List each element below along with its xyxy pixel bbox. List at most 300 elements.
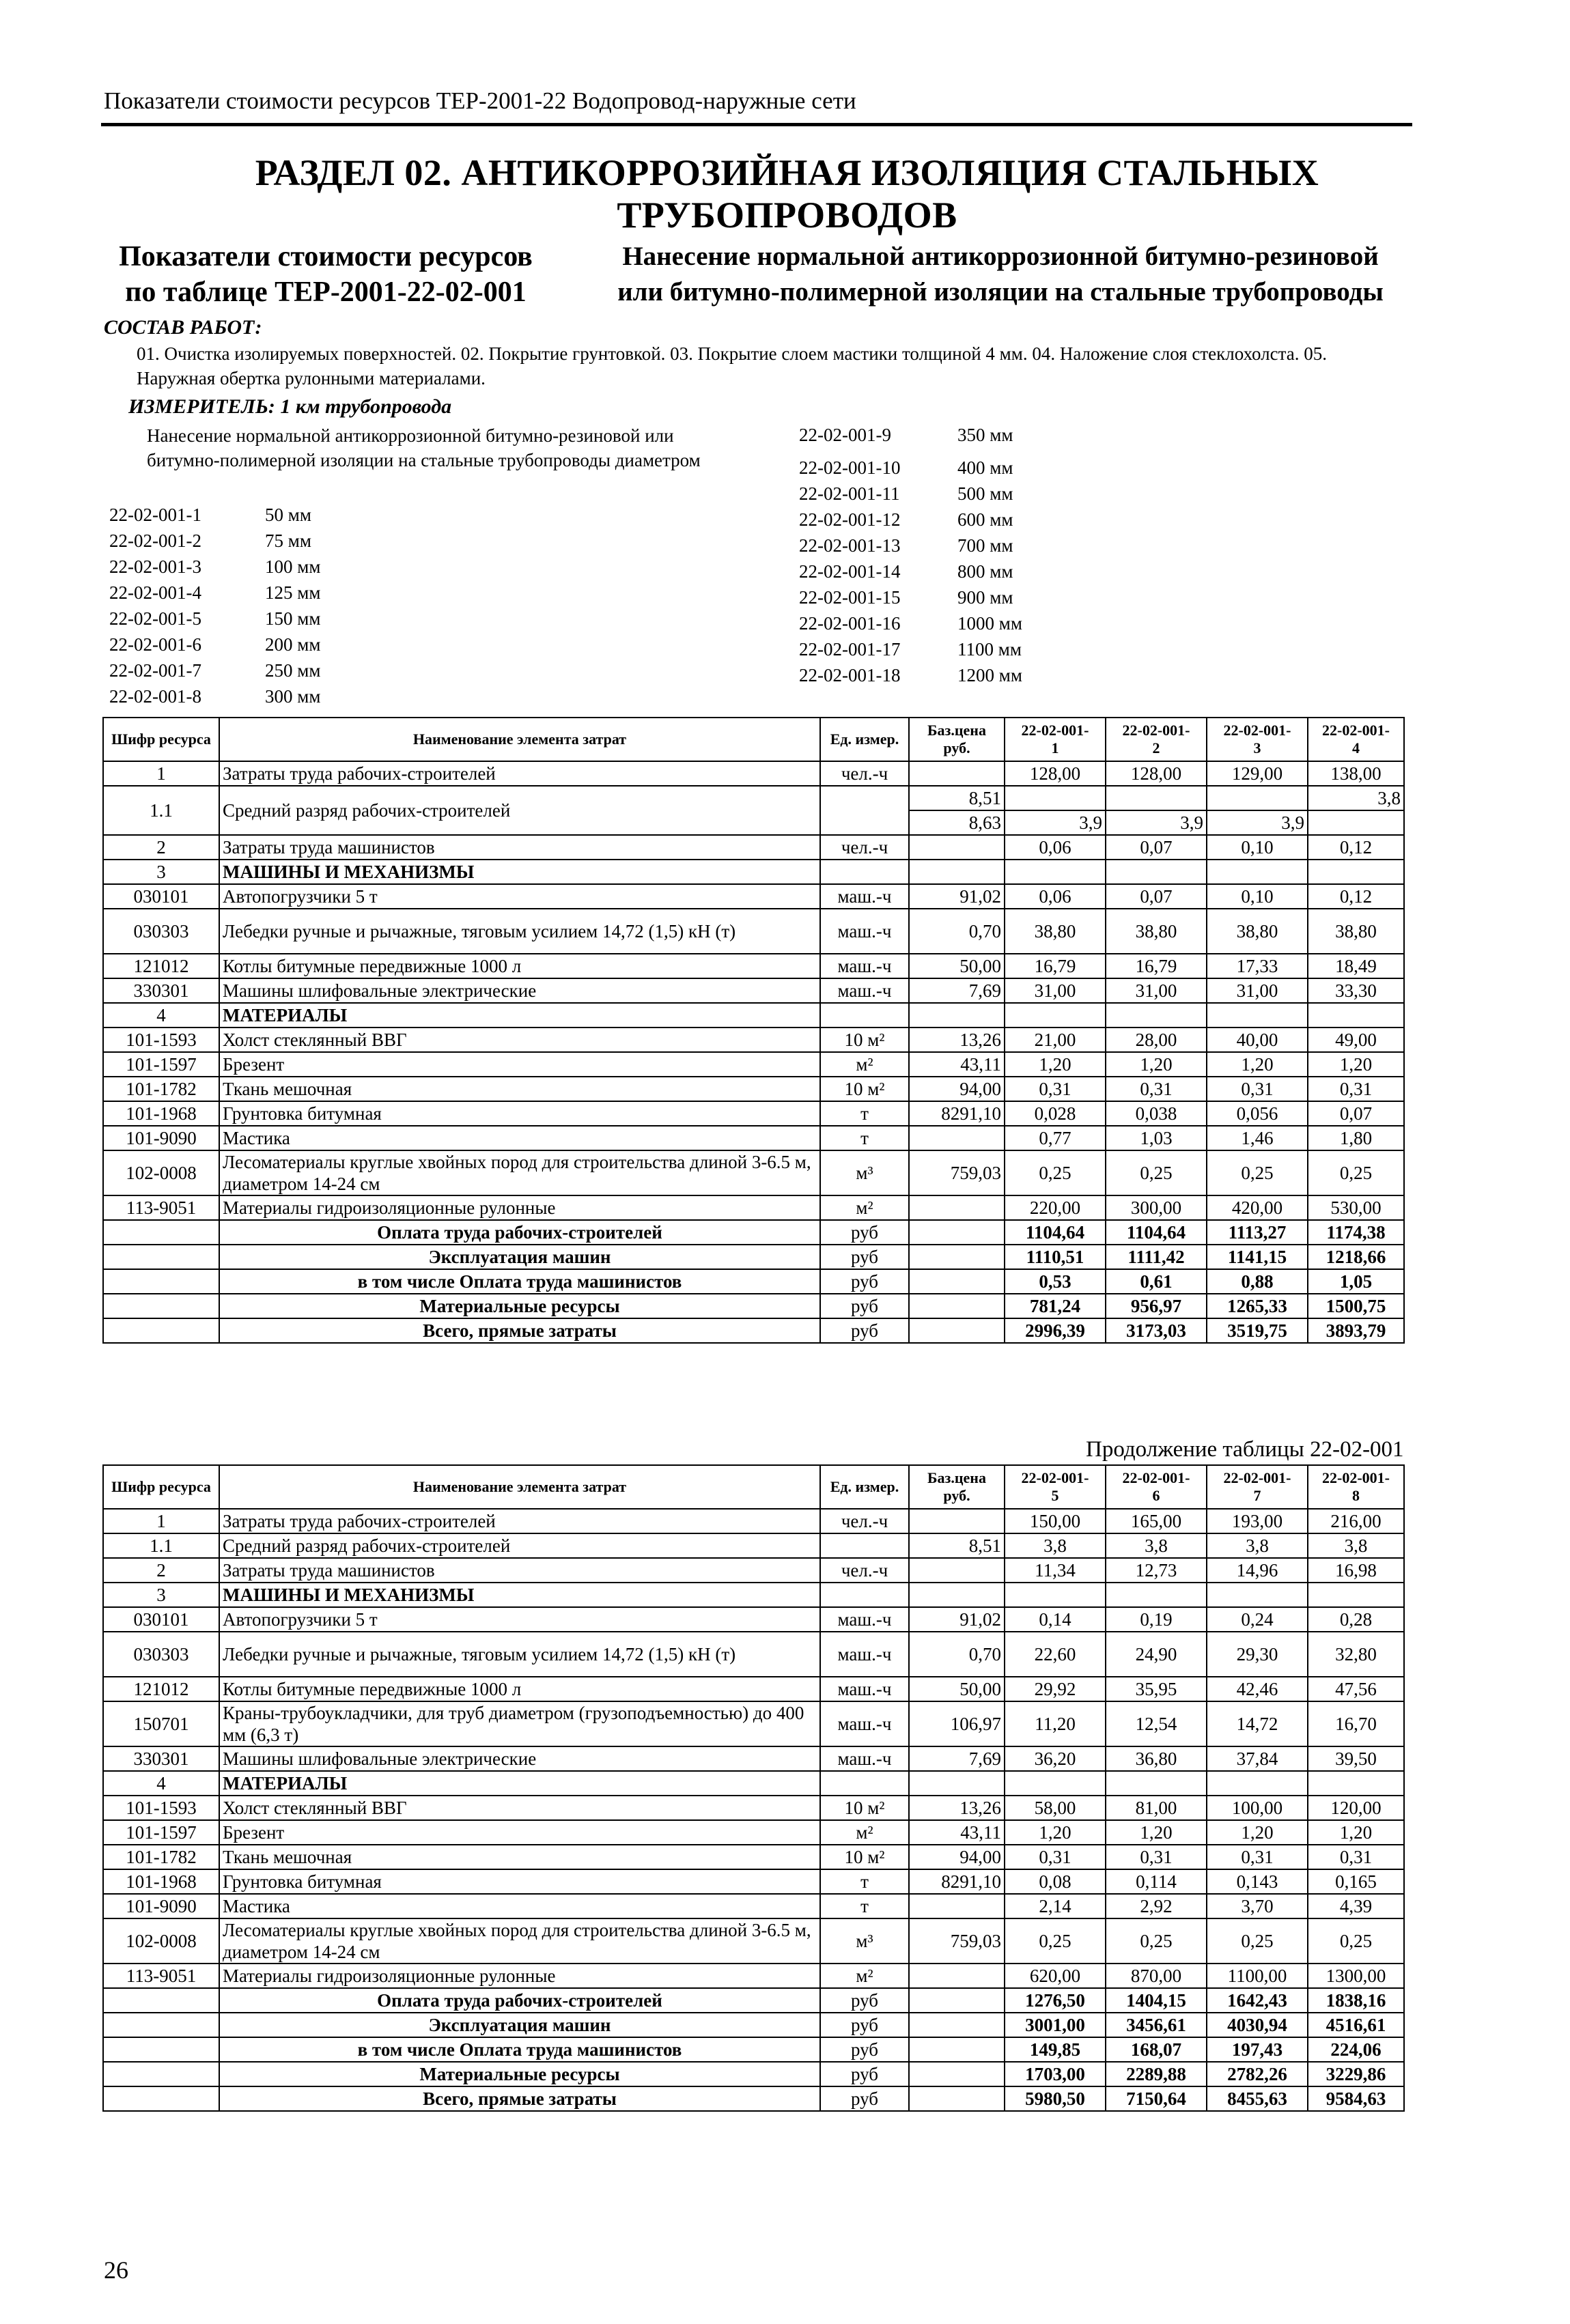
- norm-value: 0,08: [1005, 1869, 1106, 1894]
- base-price: 8,51: [909, 1533, 1005, 1558]
- empty-cell: [1106, 1583, 1207, 1607]
- table-reference-line1: Показатели стоимости ресурсов: [119, 241, 533, 272]
- resource-name: Материалы гидроизоляционные рулонные: [219, 1195, 820, 1220]
- empty-cell: [909, 1220, 1005, 1245]
- table-row: [103, 1677, 1404, 1701]
- size-code: 22-02-001-4: [109, 582, 201, 603]
- size-value: 125 мм: [265, 582, 321, 603]
- norm-value: 0,25: [1207, 1150, 1308, 1195]
- empty-cell: [1308, 1771, 1404, 1796]
- norm-value: 870,00: [1106, 1964, 1207, 1988]
- table-row: [103, 1918, 1404, 1964]
- total-value: 1104,64: [1106, 1220, 1207, 1245]
- norm-value: 40,00: [1207, 1028, 1308, 1052]
- resource-unit: м²: [820, 1964, 909, 1988]
- total-value: 9584,63: [1308, 2086, 1404, 2111]
- norm-column-header: [1207, 718, 1308, 761]
- resource-code: 1: [103, 1509, 219, 1533]
- resource-unit: маш.-ч: [820, 1607, 909, 1632]
- total-value: 3519,75: [1207, 1318, 1308, 1343]
- empty-cell: [909, 2013, 1005, 2037]
- table-row: [103, 1632, 1404, 1677]
- norm-column-header: [1106, 1465, 1207, 1509]
- code-header: Шифр ресурса: [103, 718, 219, 761]
- norm-value: 37,84: [1207, 1746, 1308, 1771]
- norm-value: 0,31: [1005, 1077, 1106, 1101]
- norm-value: 38,80: [1308, 909, 1404, 954]
- resource-unit: 10 м²: [820, 1845, 909, 1869]
- resource-code: 101-1597: [103, 1820, 219, 1845]
- section-row: [103, 1771, 1404, 1796]
- norm-value: 0,25: [1106, 1918, 1207, 1964]
- total-name: Всего, прямые затраты: [219, 2086, 820, 2111]
- section-title: [109, 152, 1465, 236]
- empty-cell: [1106, 860, 1207, 884]
- resource-code: 4: [103, 1003, 219, 1028]
- total-name: в том числе Оплата труда машинистов: [219, 1269, 820, 1294]
- resource-code: 3: [103, 1583, 219, 1607]
- total-value: 1113,27: [1207, 1220, 1308, 1245]
- size-item: [109, 657, 367, 683]
- norm-value: 0,28: [1308, 1607, 1404, 1632]
- total-value: 1276,50: [1005, 1988, 1106, 2013]
- norm-value: 0,114: [1106, 1869, 1207, 1894]
- norm-value: 0,31: [1207, 1077, 1308, 1101]
- size-value: 1200 мм: [957, 665, 1022, 685]
- norm-value: 0,25: [1308, 1918, 1404, 1964]
- norm-value: 18,49: [1308, 954, 1404, 978]
- size-code: 22-02-001-3: [109, 556, 201, 577]
- section-row: [103, 1003, 1404, 1028]
- norm-value: 39,50: [1308, 1746, 1404, 1771]
- resource-unit: т: [820, 1894, 909, 1918]
- empty-cell: [1106, 1771, 1207, 1796]
- resource-table-1: [102, 717, 1405, 1344]
- total-unit: руб: [820, 2086, 909, 2111]
- total-name: в том числе Оплата труда машинистов: [219, 2037, 820, 2062]
- empty-cell: [909, 1269, 1005, 1294]
- table-row: [103, 1964, 1404, 1988]
- measure-label: ИЗМЕРИТЕЛЬ:: [128, 395, 275, 418]
- norm-value: 29,30: [1207, 1632, 1308, 1677]
- norm-value: 0,07: [1106, 835, 1207, 860]
- empty-cell: [909, 2037, 1005, 2062]
- norm-value: 17,33: [1207, 954, 1308, 978]
- total-value: 1500,75: [1308, 1294, 1404, 1318]
- total-value: 2996,39: [1005, 1318, 1106, 1343]
- empty-cell: [103, 2013, 219, 2037]
- norm-value: 3,8: [1308, 1533, 1404, 1558]
- norm-value: [1005, 786, 1106, 810]
- empty-cell: [820, 860, 909, 884]
- resource-code: 030303: [103, 1632, 219, 1677]
- resource-name: Автопогрузчики 5 т: [219, 884, 820, 909]
- total-value: 1218,66: [1308, 1245, 1404, 1269]
- section-name: МАШИНЫ И МЕХАНИЗМЫ: [219, 1583, 820, 1607]
- norm-value: 0,07: [1308, 1101, 1404, 1126]
- total-value: 3893,79: [1308, 1318, 1404, 1343]
- totals-row: [103, 2062, 1404, 2086]
- resource-name: Лебедки ручные и рычажные, тяговым усилием 14,72 (1,5) кН (т): [219, 909, 820, 954]
- size-item: [799, 422, 1060, 448]
- norm-column-number: 3: [1253, 739, 1261, 756]
- base-price: 8291,10: [909, 1869, 1005, 1894]
- norm-column-number: 6: [1152, 1487, 1160, 1504]
- empty-cell: [103, 1269, 219, 1294]
- table-row: [103, 954, 1404, 978]
- base-price: 50,00: [909, 1677, 1005, 1701]
- norm-value: 14,96: [1207, 1558, 1308, 1583]
- resource-code: 3: [103, 860, 219, 884]
- table-subject-line1: Нанесение нормальной антикоррозионной битумно-резиновой: [622, 242, 1379, 271]
- base-price: 7,69: [909, 1746, 1005, 1771]
- resource-name: Холст стеклянный ВВГ: [219, 1796, 820, 1820]
- size-value: 200 мм: [265, 634, 321, 655]
- norm-value: 120,00: [1308, 1796, 1404, 1820]
- total-value: 1174,38: [1308, 1220, 1404, 1245]
- empty-cell: [1308, 1583, 1404, 1607]
- size-item: [799, 507, 1060, 533]
- table-reference-line2: по таблице ТЕР-2001-22-02-001: [125, 277, 527, 308]
- norm-value: 1300,00: [1308, 1964, 1404, 1988]
- resource-name: Лебедки ручные и рычажные, тяговым усилием 14,72 (1,5) кН (т): [219, 1632, 820, 1677]
- empty-cell: [909, 2062, 1005, 2086]
- norm-value: 1,20: [1207, 1052, 1308, 1077]
- base-price: 0,70: [909, 909, 1005, 954]
- norm-value: 1,20: [1308, 1052, 1404, 1077]
- size-item: [109, 528, 367, 554]
- size-item: [109, 683, 367, 709]
- empty-cell: [1005, 860, 1106, 884]
- norm-column-prefix: 22-02-001-: [1223, 1469, 1291, 1486]
- resource-code: 102-0008: [103, 1150, 219, 1195]
- norm-value: 0,10: [1207, 835, 1308, 860]
- base-price: 13,26: [909, 1796, 1005, 1820]
- empty-cell: [103, 2086, 219, 2111]
- size-value: 250 мм: [265, 660, 321, 681]
- total-value: 1642,43: [1207, 1988, 1308, 2013]
- norm-column-prefix: 22-02-001-: [1223, 722, 1291, 739]
- norm-value: 3,8: [1106, 1533, 1207, 1558]
- total-value: 1104,64: [1005, 1220, 1106, 1245]
- norm-value: 100,00: [1207, 1796, 1308, 1820]
- norm-column-prefix: 22-02-001-: [1322, 1469, 1390, 1486]
- norm-value: 0,07: [1106, 884, 1207, 909]
- resource-name: Средний разряд рабочих-строителей: [219, 1533, 820, 1558]
- table-row: [103, 1894, 1404, 1918]
- size-value: 300 мм: [265, 686, 321, 707]
- resource-unit: [820, 1533, 909, 1558]
- norm-value: 2,14: [1005, 1894, 1106, 1918]
- norm-value: 0,31: [1207, 1845, 1308, 1869]
- resource-unit: 10 м²: [820, 1796, 909, 1820]
- resource-unit: м²: [820, 1820, 909, 1845]
- total-value: 7150,64: [1106, 2086, 1207, 2111]
- norm-value: 58,00: [1005, 1796, 1106, 1820]
- continuation-label: Продолжение таблицы 22-02-001: [1086, 1437, 1404, 1462]
- size-item: [799, 533, 1060, 558]
- size-item: [799, 558, 1060, 584]
- size-item: [109, 580, 367, 606]
- norm-value: 0,19: [1106, 1607, 1207, 1632]
- total-value: 1703,00: [1005, 2062, 1106, 2086]
- unit-header: Ед. измер.: [820, 718, 909, 761]
- resource-name: Материалы гидроизоляционные рулонные: [219, 1964, 820, 1988]
- total-value: 3173,03: [1106, 1318, 1207, 1343]
- norm-column-number: 5: [1051, 1487, 1059, 1504]
- total-unit: руб: [820, 1294, 909, 1318]
- empty-cell: [1106, 1003, 1207, 1028]
- norm-value: 42,46: [1207, 1677, 1308, 1701]
- empty-cell: [1005, 1771, 1106, 1796]
- norm-value: 32,80: [1308, 1632, 1404, 1677]
- total-name: Оплата труда рабочих-строителей: [219, 1988, 820, 2013]
- resource-code: 2: [103, 835, 219, 860]
- resource-name: Котлы битумные передвижные 1000 л: [219, 1677, 820, 1701]
- base-price: [909, 1126, 1005, 1150]
- norm-value: 16,79: [1106, 954, 1207, 978]
- total-name: Материальные ресурсы: [219, 1294, 820, 1318]
- resource-unit: маш.-ч: [820, 978, 909, 1003]
- table-row: [103, 1028, 1404, 1052]
- norm-value: 28,00: [1106, 1028, 1207, 1052]
- norm-value: 2,92: [1106, 1894, 1207, 1918]
- table-row: [103, 1796, 1404, 1820]
- norm-column-prefix: 22-02-001-: [1021, 1469, 1089, 1486]
- table-row: [103, 1150, 1404, 1195]
- total-value: 2782,26: [1207, 2062, 1308, 2086]
- norm-value: 36,80: [1106, 1746, 1207, 1771]
- total-value: 4030,94: [1207, 2013, 1308, 2037]
- norm-value: 33,30: [1308, 978, 1404, 1003]
- total-value: 1,05: [1308, 1269, 1404, 1294]
- norm-value: 31,00: [1106, 978, 1207, 1003]
- totals-row: [103, 2086, 1404, 2111]
- totals-row: [103, 1988, 1404, 2013]
- resource-unit: т: [820, 1869, 909, 1894]
- empty-cell: [103, 1318, 219, 1343]
- resource-unit: 10 м²: [820, 1028, 909, 1052]
- table-row: [103, 786, 1404, 810]
- resource-unit: маш.-ч: [820, 1701, 909, 1746]
- total-value: 149,85: [1005, 2037, 1106, 2062]
- resource-code: 121012: [103, 954, 219, 978]
- norm-column-number: 2: [1152, 739, 1160, 756]
- norm-value: 0,31: [1106, 1077, 1207, 1101]
- total-value: 224,06: [1308, 2037, 1404, 2062]
- running-head: Показатели стоимости ресурсов ТЕР-2001-22 Водопровод-наружные сети: [104, 87, 856, 114]
- empty-cell: [103, 2062, 219, 2086]
- resource-code: 030303: [103, 909, 219, 954]
- norm-value: 0,12: [1308, 835, 1404, 860]
- empty-cell: [909, 1245, 1005, 1269]
- resource-code: 330301: [103, 978, 219, 1003]
- resource-code: 150701: [103, 1701, 219, 1746]
- base-price: 759,03: [909, 1918, 1005, 1964]
- total-value: 956,97: [1106, 1294, 1207, 1318]
- norm-value: 16,79: [1005, 954, 1106, 978]
- table-row: [103, 761, 1404, 786]
- section-name: МАТЕРИАЛЫ: [219, 1771, 820, 1796]
- norm-column-prefix: 22-02-001-: [1322, 722, 1390, 739]
- resource-name: Затраты труда рабочих-строителей: [219, 761, 820, 786]
- section-title-line1: РАЗДЕЛ 02. АНТИКОРРОЗИЙНАЯ ИЗОЛЯЦИЯ СТАЛЬНЫХ: [255, 152, 1319, 193]
- table-row: [103, 1746, 1404, 1771]
- table-row: [103, 1195, 1404, 1220]
- norm-column-number: 8: [1352, 1487, 1360, 1504]
- norm-value: 216,00: [1308, 1509, 1404, 1533]
- norm-value: 16,70: [1308, 1701, 1404, 1746]
- norm-column-number: 7: [1253, 1487, 1261, 1504]
- table-row: [103, 909, 1404, 954]
- norm-value: 0,14: [1005, 1607, 1106, 1632]
- norm-value: 38,80: [1207, 909, 1308, 954]
- size-code: 22-02-001-11: [799, 483, 900, 504]
- resource-code: 030101: [103, 884, 219, 909]
- total-name: Всего, прямые затраты: [219, 1318, 820, 1343]
- norm-value: 0,25: [1308, 1150, 1404, 1195]
- norm-value: 420,00: [1207, 1195, 1308, 1220]
- norm-value: 14,72: [1207, 1701, 1308, 1746]
- resource-code: 101-1782: [103, 1845, 219, 1869]
- total-unit: руб: [820, 1220, 909, 1245]
- norm-value: [1308, 810, 1404, 835]
- empty-cell: [820, 1771, 909, 1796]
- norm-value: 0,165: [1308, 1869, 1404, 1894]
- size-code: 22-02-001-10: [799, 457, 901, 478]
- empty-cell: [1005, 1583, 1106, 1607]
- norm-value: 22,60: [1005, 1632, 1106, 1677]
- base-price: 13,26: [909, 1028, 1005, 1052]
- size-code: 22-02-001-16: [799, 613, 901, 634]
- empty-cell: [103, 1220, 219, 1245]
- base-price: 8,51: [909, 786, 1005, 810]
- total-value: 3001,00: [1005, 2013, 1106, 2037]
- resource-unit: т: [820, 1126, 909, 1150]
- norm-value: 1,20: [1005, 1052, 1106, 1077]
- table-row: [103, 1607, 1404, 1632]
- norm-value: 193,00: [1207, 1509, 1308, 1533]
- table-row: [103, 1533, 1404, 1558]
- empty-cell: [909, 1294, 1005, 1318]
- total-value: 197,43: [1207, 2037, 1308, 2062]
- norm-column-prefix: 22-02-001-: [1122, 1469, 1190, 1486]
- total-value: 3229,86: [1308, 2062, 1404, 2086]
- resource-unit: [820, 786, 909, 835]
- norm-column-header: [1308, 718, 1404, 761]
- table-subject-line2: или битумно-полимерной изоляции на стальные трубопроводы: [617, 277, 1384, 307]
- empty-cell: [1207, 1771, 1308, 1796]
- total-value: 781,24: [1005, 1294, 1106, 1318]
- norm-value: 0,24: [1207, 1607, 1308, 1632]
- norm-value: 128,00: [1005, 761, 1106, 786]
- norm-value: 1,46: [1207, 1126, 1308, 1150]
- empty-cell: [1005, 1003, 1106, 1028]
- norm-value: 0,038: [1106, 1101, 1207, 1126]
- sizes-list-left: [109, 502, 367, 709]
- total-value: 0,61: [1106, 1269, 1207, 1294]
- base-price: 91,02: [909, 884, 1005, 909]
- empty-cell: [820, 1583, 909, 1607]
- norm-value: 11,34: [1005, 1558, 1106, 1583]
- norm-value: 0,31: [1106, 1845, 1207, 1869]
- table-row: [103, 1558, 1404, 1583]
- base-price: 7,69: [909, 978, 1005, 1003]
- resource-code: 1: [103, 761, 219, 786]
- table-row: [103, 1101, 1404, 1126]
- resource-code: 101-1593: [103, 1028, 219, 1052]
- norm-value: [1207, 786, 1308, 810]
- totals-row: [103, 1269, 1404, 1294]
- norm-value: 11,20: [1005, 1701, 1106, 1746]
- empty-cell: [909, 1771, 1005, 1796]
- total-value: 1110,51: [1005, 1245, 1106, 1269]
- size-value: 400 мм: [957, 457, 1013, 478]
- table-reference: [104, 239, 548, 310]
- size-code: 22-02-001-13: [799, 535, 901, 556]
- empty-cell: [909, 2086, 1005, 2111]
- intro-text: Нанесение нормальной антикоррозионной битумно-резиновой или битумно-полимерной изоляции на стальные трубопроводы диаметром: [147, 425, 701, 470]
- base-price: 8291,10: [909, 1101, 1005, 1126]
- base-price: [909, 1964, 1005, 1988]
- total-unit: руб: [820, 1318, 909, 1343]
- resource-name: Грунтовка битумная: [219, 1869, 820, 1894]
- name-header: Наименование элемента затрат: [219, 718, 820, 761]
- norm-column-header: [1005, 1465, 1106, 1509]
- section-row: [103, 860, 1404, 884]
- base-price: 91,02: [909, 1607, 1005, 1632]
- norm-value: 36,20: [1005, 1746, 1106, 1771]
- total-value: 168,07: [1106, 2037, 1207, 2062]
- total-value: 5980,50: [1005, 2086, 1106, 2111]
- size-code: 22-02-001-2: [109, 530, 201, 551]
- total-name: Оплата труда рабочих-строителей: [219, 1220, 820, 1245]
- size-code: 22-02-001-12: [799, 509, 901, 530]
- norm-value: 530,00: [1308, 1195, 1404, 1220]
- resource-code: 4: [103, 1771, 219, 1796]
- base-price: [909, 1509, 1005, 1533]
- norm-value: 38,80: [1106, 909, 1207, 954]
- norm-value: 3,9: [1005, 810, 1106, 835]
- size-code: 22-02-001-15: [799, 587, 901, 608]
- table-row: [103, 1052, 1404, 1077]
- size-value: 75 мм: [265, 530, 311, 551]
- total-unit: руб: [820, 1269, 909, 1294]
- norm-value: 0,06: [1005, 835, 1106, 860]
- norm-value: 0,143: [1207, 1869, 1308, 1894]
- resource-unit: маш.-ч: [820, 884, 909, 909]
- empty-cell: [909, 1583, 1005, 1607]
- resource-unit: маш.-ч: [820, 909, 909, 954]
- resource-name: Брезент: [219, 1052, 820, 1077]
- resource-unit: маш.-ч: [820, 1677, 909, 1701]
- size-code: 22-02-001-1: [109, 505, 201, 525]
- norm-value: 1,20: [1207, 1820, 1308, 1845]
- size-item: [109, 554, 367, 580]
- norm-value: 3,70: [1207, 1894, 1308, 1918]
- resource-name: Краны-трубоукладчики, для труб диаметром (грузоподъемностью) до 400 мм (6,3 т): [219, 1701, 820, 1746]
- name-header: Наименование элемента затрат: [219, 1465, 820, 1509]
- totals-row: [103, 1245, 1404, 1269]
- norm-value: 29,92: [1005, 1677, 1106, 1701]
- table-subject: [587, 239, 1414, 310]
- size-value: 1100 мм: [957, 639, 1022, 660]
- norm-value: 1,20: [1106, 1820, 1207, 1845]
- norm-value: 129,00: [1207, 761, 1308, 786]
- norm-value: 220,00: [1005, 1195, 1106, 1220]
- size-item: [799, 584, 1060, 610]
- base-price: [909, 1195, 1005, 1220]
